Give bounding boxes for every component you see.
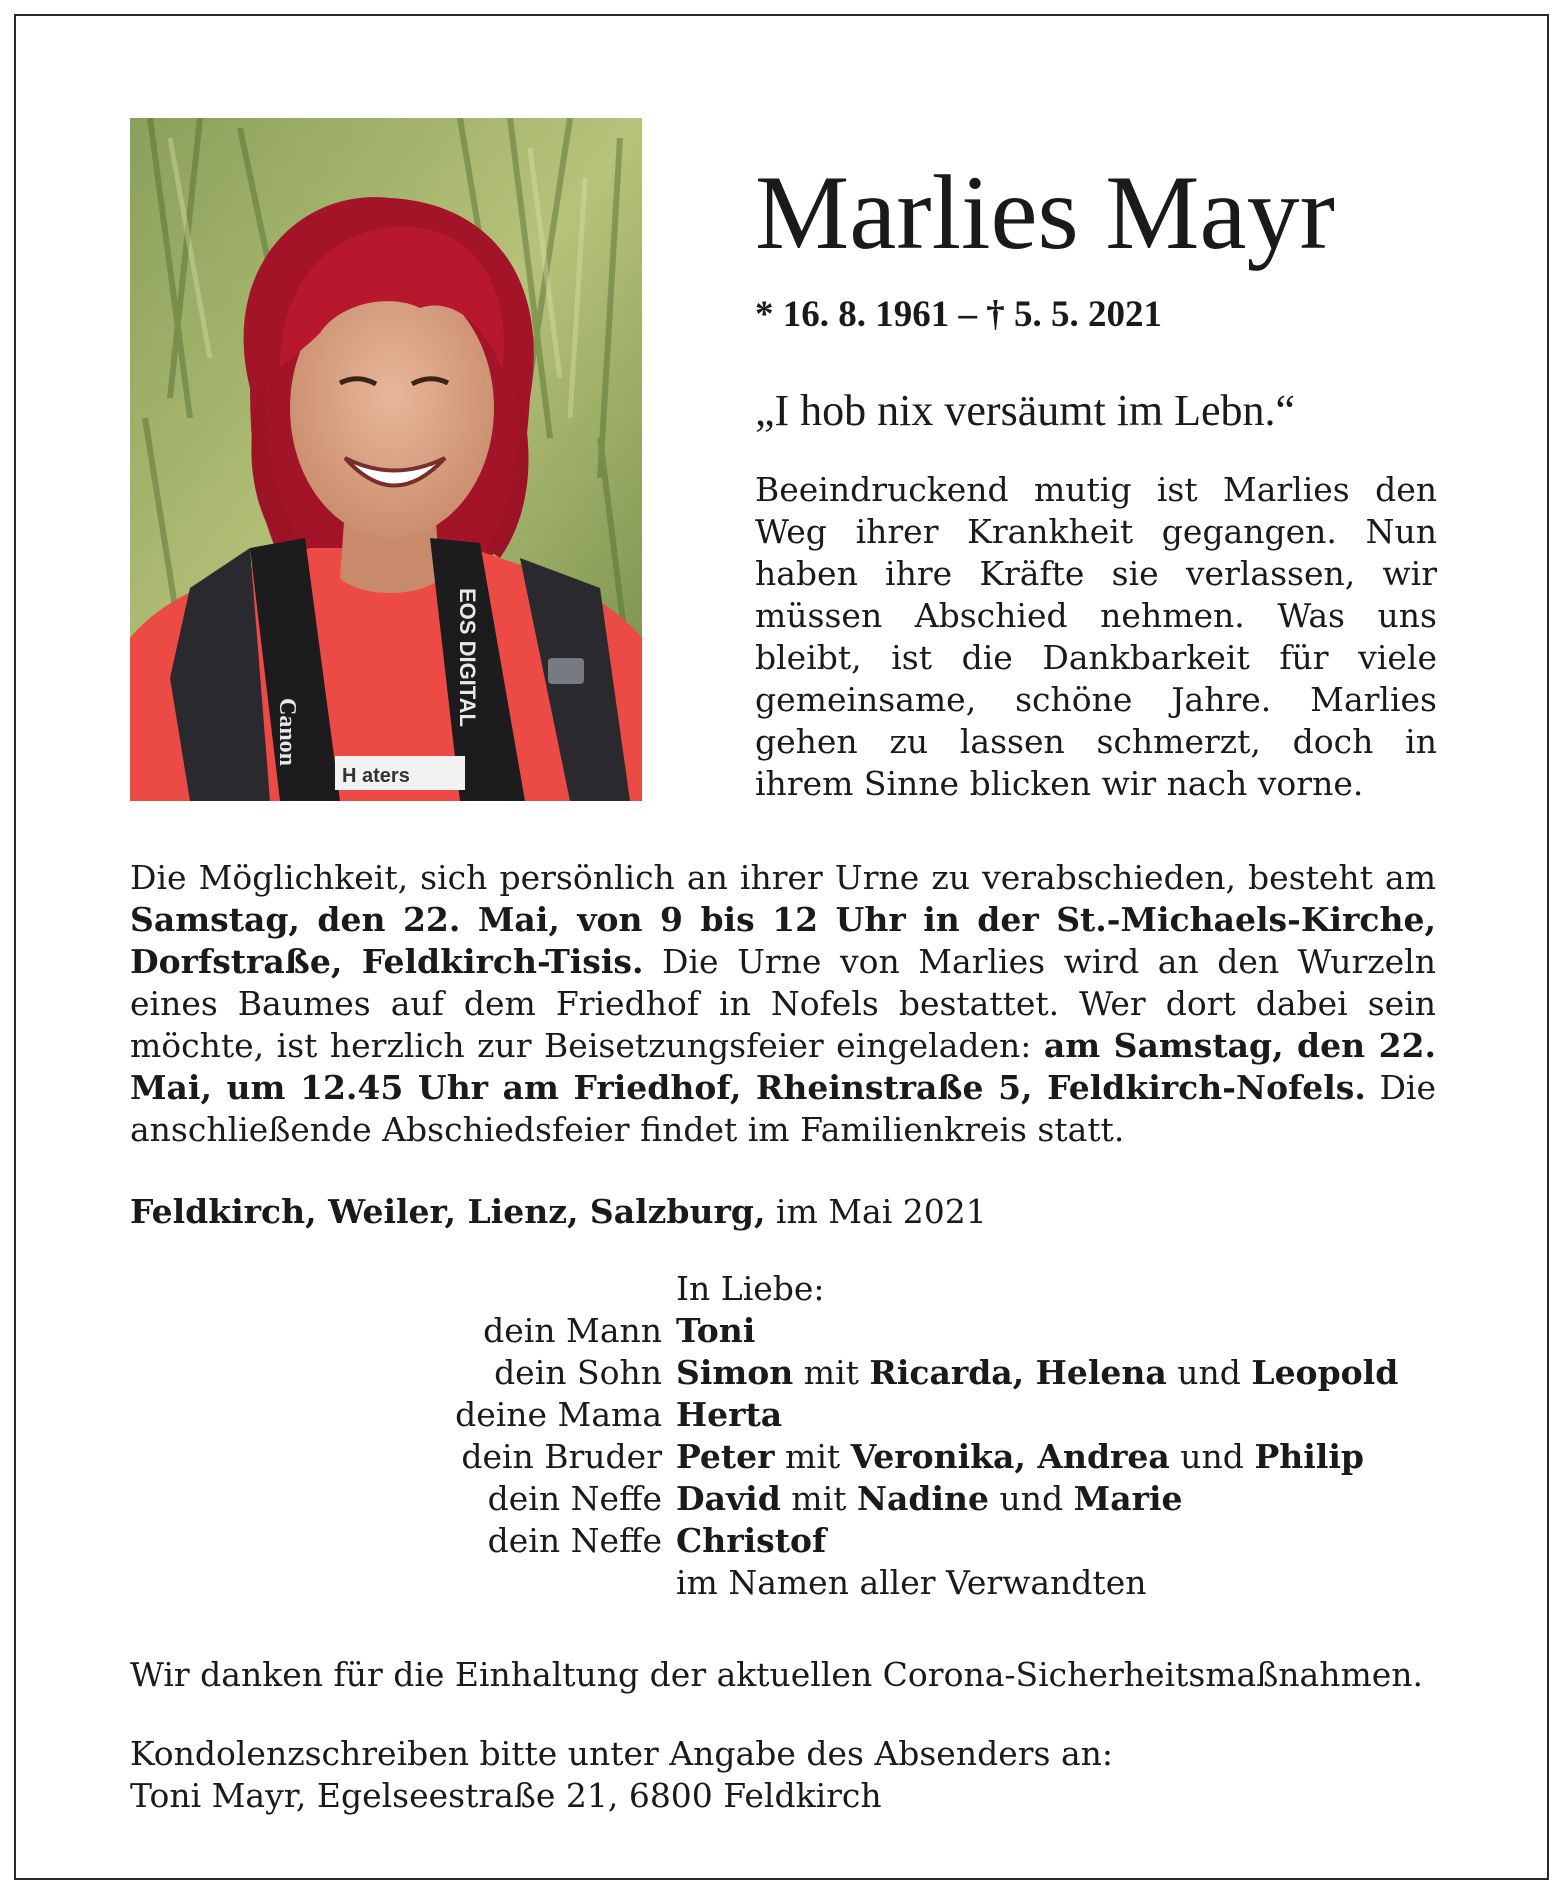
portrait-photo bbox=[130, 118, 642, 801]
connector: und bbox=[989, 1479, 1074, 1518]
connector: mit bbox=[780, 1479, 857, 1518]
intro-paragraph: Beeindruckend mutig ist Marlies den Weg ihrer Krankheit gegangen. Nun haben ihre Kräfte sie verlassen, wir müssen Abschied nehmen. Was uns bleibt, ist die Dankbarkeit für viele gemeinsame, schöne Jahre. Marlies gehen zu lassen schmerzt, doch in ihrem Sinne blicken wir nach vorne. bbox=[755, 470, 1437, 803]
relation: deine Mama bbox=[455, 1395, 662, 1434]
strap-text: EOS DIGITAL bbox=[455, 588, 480, 727]
mourner-name: Christof bbox=[676, 1521, 827, 1560]
connector: mit bbox=[793, 1353, 870, 1392]
mourner-row bbox=[0, 1394, 1567, 1436]
mourner-row bbox=[0, 1310, 1567, 1352]
connector: und bbox=[1169, 1437, 1255, 1476]
relation: dein Sohn bbox=[494, 1353, 662, 1392]
mourner-name: Leopold bbox=[1251, 1353, 1399, 1392]
connector: und bbox=[1166, 1353, 1252, 1392]
life-dates: * 16. 8. 1961 – † 5. 5. 2021 bbox=[755, 294, 1162, 335]
relation: dein Neffe bbox=[487, 1521, 662, 1560]
connector: mit bbox=[774, 1437, 851, 1476]
month-year: im Mai 2021 bbox=[765, 1192, 987, 1231]
mourner-name: Simon bbox=[676, 1353, 794, 1392]
mourner-row bbox=[0, 1478, 1567, 1520]
signature-closing: im Namen aller Verwandten bbox=[676, 1563, 1147, 1602]
signature-heading-row bbox=[0, 1268, 1567, 1310]
memorial-quote: „I hob nix versäumt im Lebn.“ bbox=[755, 386, 1296, 435]
mourner-name: Veronika, Andrea bbox=[850, 1437, 1170, 1476]
service-text: Die anschließende Abschiedsfeier findet im Familienkreis statt. bbox=[130, 1068, 1437, 1149]
condolence-address bbox=[130, 1733, 1113, 1817]
mourner-name: Toni bbox=[676, 1311, 756, 1350]
mourner-name: Philip bbox=[1254, 1437, 1364, 1476]
mourner-name: Ricarda, Helena bbox=[869, 1353, 1167, 1392]
relation: dein Bruder bbox=[461, 1437, 662, 1476]
mourner-name: Herta bbox=[676, 1395, 783, 1434]
signature-closing-row bbox=[0, 1562, 1567, 1604]
condolence-recipient: Toni Mayr, Egelseestraße 21, 6800 Feldkirch bbox=[130, 1776, 882, 1815]
service-text: Die Urne von Marlies wird an den Wurzeln eines Baumes auf dem Friedhof in Nofels bestattet. Wer dort dabei sein möchte, ist herzlich zur Beisetzungsfeier eingeladen: bbox=[130, 942, 1436, 1065]
mourner-row bbox=[0, 1352, 1567, 1394]
condolence-instruction: Kondolenzschreiben bitte unter Angabe des Absenders an: bbox=[130, 1734, 1113, 1773]
service-text: Die Möglichkeit, sich persönlich an ihrer Urne zu verabschieden, besteht am bbox=[130, 858, 1436, 897]
strap-brand: Canon bbox=[274, 698, 300, 767]
relation: dein Mann bbox=[483, 1311, 662, 1350]
mourners-list bbox=[0, 1268, 1567, 1604]
place-date-line bbox=[130, 1191, 987, 1233]
shirt-logo-text: H aters bbox=[342, 765, 410, 787]
burial-date-location: am Samstag, den 22. Mai, um 12.45 Uhr am Friedhof, Rheinstraße 5, Feldkirch-Nofels. bbox=[130, 1026, 1436, 1107]
mourner-name: David bbox=[676, 1479, 781, 1518]
farewell-date-location: Samstag, den 22. Mai, von 9 bis 12 Uhr in der St.-Michaels-Kirche, Dorfstraße, Feldkirch-Tisis. bbox=[130, 900, 1436, 981]
corona-thanks: Wir danken für die Einhaltung der aktuellen Corona-Sicherheitsmaßnahmen. bbox=[130, 1655, 1424, 1694]
mourner-name: Nadine bbox=[856, 1479, 990, 1518]
places: Feldkirch, Weiler, Lienz, Salzburg, bbox=[130, 1192, 766, 1231]
deceased-name: Marlies Mayr bbox=[755, 154, 1335, 271]
mourner-row bbox=[0, 1520, 1567, 1562]
mourner-row bbox=[0, 1436, 1567, 1478]
service-information bbox=[130, 857, 1436, 1151]
relation: dein Neffe bbox=[487, 1479, 662, 1518]
mourner-name: Marie bbox=[1073, 1479, 1183, 1518]
signature-heading: In Liebe: bbox=[676, 1269, 825, 1308]
mourner-name: Peter bbox=[676, 1437, 775, 1476]
